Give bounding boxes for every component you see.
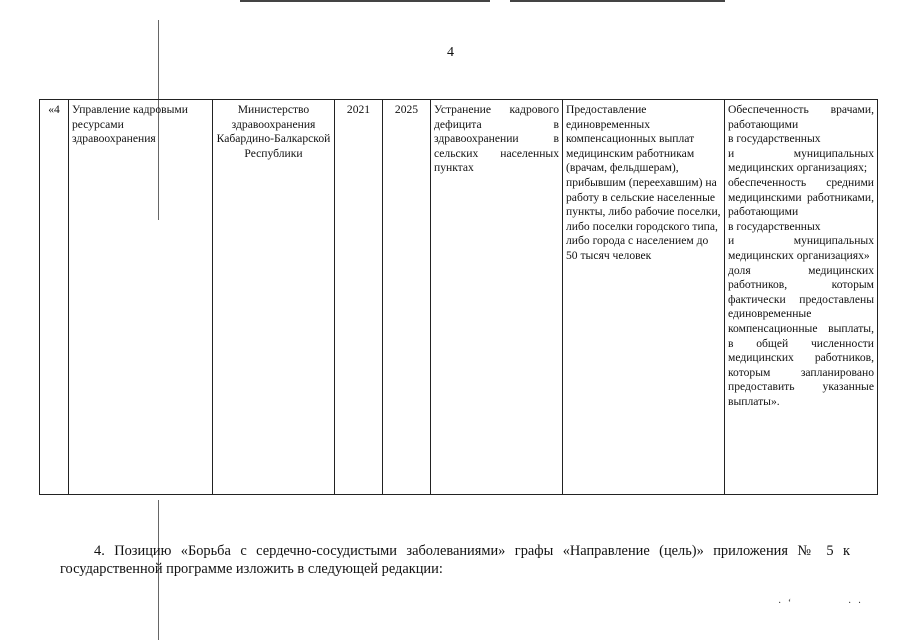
cell-task: Устранение кадрового дефицита в здравоохранении в сельских населенных пунктах xyxy=(431,100,563,495)
scan-top-line xyxy=(240,0,490,2)
cell-executor: Министерство здравоохранения Кабардино-Балкарской Республики xyxy=(213,100,335,495)
cell-indicators: Обеспеченность врачами, работающими в государственных и муниципальных медицинских организациях; обеспеченность средними медицинскими работниками, работающими в государственных и муниципальных медицинских организациях» доля медицинских работников, которым фактически предоставлены единовременные компенсационные выплаты, в общей численности медицинских работников, которым запланировано предоставить указанные выплаты». xyxy=(725,100,878,495)
table-row xyxy=(40,100,878,495)
cell-measure: Предоставление единовременных компенсационных выплат медицинским работникам (врачам, фельдшерам), прибывшим (переехавшим) на работу в сельские населенные пункты, либо рабочие поселки, либо поселки городского типа, либо города с населением до 50 тысяч человек xyxy=(563,100,725,495)
scan-top-line xyxy=(510,0,725,2)
page-number: 4 xyxy=(447,45,454,60)
program-table xyxy=(39,99,878,495)
cell-name: Управление кадровыми ресурсами здравоохранения xyxy=(69,100,213,495)
scan-artifact: · ‘ xyxy=(778,598,794,609)
cell-year-end: 2025 xyxy=(383,100,431,495)
cell-number: «4 xyxy=(40,100,69,495)
amendment-paragraph: 4. Позицию «Борьба с сердечно-сосудистыми заболеваниями» графы «Направление (цель)» приложения № 5 к государственной программе изложить в следующей редакции: xyxy=(60,543,850,577)
scan-artifact: · · xyxy=(848,598,864,609)
cell-year-start: 2021 xyxy=(335,100,383,495)
